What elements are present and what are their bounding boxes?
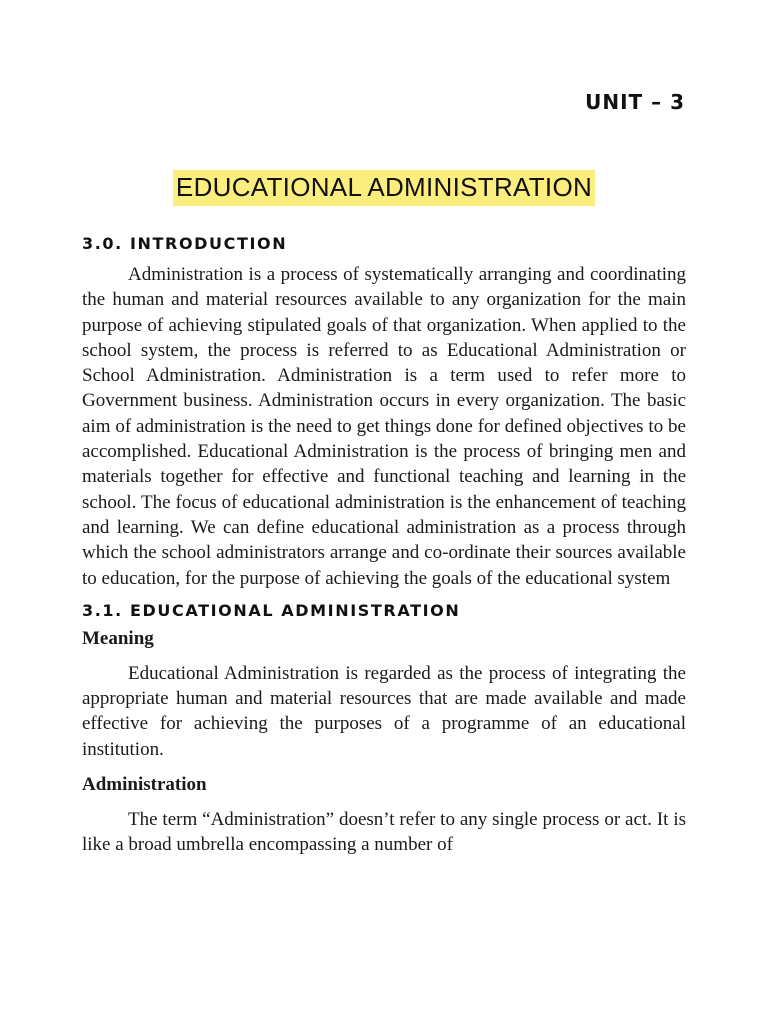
chapter-title: EDUCATIONAL ADMINISTRATION xyxy=(173,170,595,206)
section-heading-introduction: 3.0. INTRODUCTION xyxy=(82,234,288,253)
section-heading-educational-administration: 3.1. EDUCATIONAL ADMINISTRATION xyxy=(82,600,461,620)
unit-label: UNIT – 3 xyxy=(585,90,685,114)
title-container xyxy=(0,170,768,206)
subheading-administration: Administration xyxy=(82,774,207,796)
page-content xyxy=(82,233,686,858)
administration-paragraph: The term “Administration” doesn’t refer to any single process or act. It is like a broad umbrella encompassing a number of xyxy=(82,809,686,856)
meaning-paragraph: Educational Administration is regarded as the process of integrating the appropriate human and material resources that are made available and made effective for achieving the purposes of a programme of an educational institution. xyxy=(82,662,686,760)
introduction-paragraph: Administration is a process of systematically arranging and coordinating the human and material resources available to any organization for the main purpose of achieving stipulated goals of that organization. When applied to the school system, the process is referred to as Educational Administration or School Administration. Administration is a term used to refer more to Government business. Administration occurs in every organization. The basic aim of administration is the need to get things done for defined objectives to be accomplished. Educational Administration is the process of bringing men and materials together for effective and functional teaching and learning in the school. The focus of educational administration is the enhancement of teaching and learning. We can define educational administration as a process through which the school administrators arrange and co-ordinate their sources available to education, for the purpose of achieving the goals of the educational system xyxy=(82,264,686,589)
subheading-meaning: Meaning xyxy=(82,627,154,649)
